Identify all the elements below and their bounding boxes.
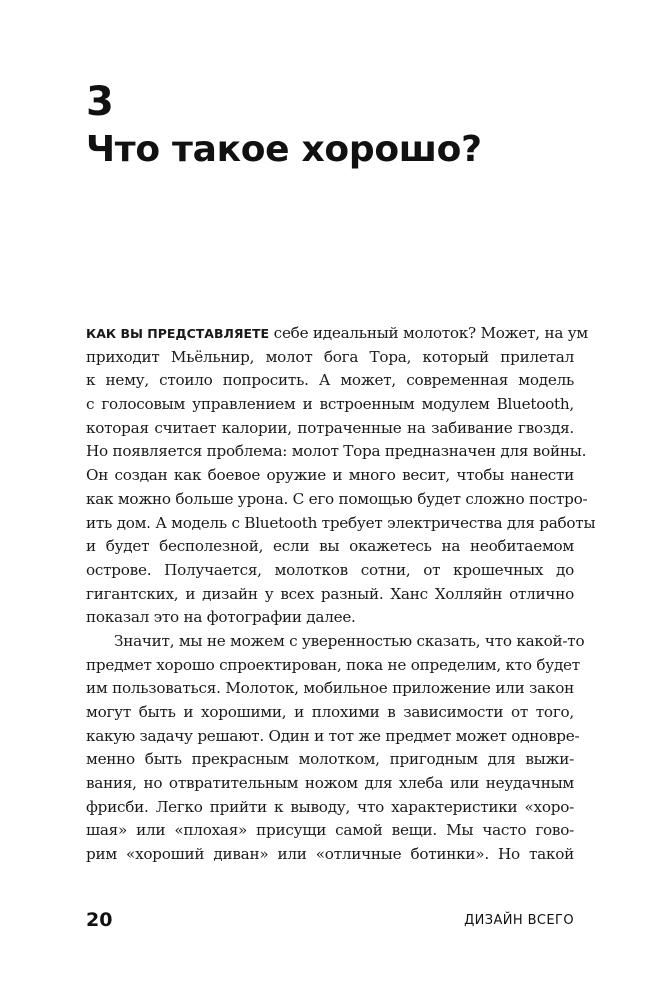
text-line: фрисби. Легко прийти к выводу, что характеристики «хоро-: [86, 797, 574, 816]
text-line: какую задачу решают. Один и тот же предмет может одновре-: [86, 726, 580, 745]
text-line: могут быть и хорошими, и плохими в зависимости от того,: [86, 703, 574, 721]
text-line: ить дом. А модель с Bluetooth требует электричества для работы: [86, 513, 596, 532]
chapter-number: 3: [86, 79, 114, 125]
text-line: вания, но отвратительным ножом для хлеба или неудачным: [86, 774, 574, 793]
text-line: приходит Мьёльнир, молот бога Тора, который прилетал: [86, 347, 574, 366]
text-line: показал это на фотографии далее.: [86, 608, 356, 627]
chapter-title: Что такое хорошо?: [86, 129, 482, 170]
text-line: шая» или «плохая» присущи самой вещи. Мы часто гово-: [86, 821, 574, 840]
text-line: острове. Получается, молотков сотни, от крошечных до: [86, 560, 574, 579]
text-line: с голосовым управлением и встроенным модулем Bluetooth,: [86, 395, 574, 414]
text-line: гигантских, и дизайн у всех разный. Ханс Холляйн отлично: [86, 584, 574, 603]
text-line: рим «хороший диван» или «отличные ботинки». Но такой: [86, 845, 574, 864]
text-line: которая считает калории, потраченные на забивание гвоздя.: [86, 418, 574, 437]
text-line: предмет хорошо спроектирован, пока не определим, кто будет: [86, 655, 580, 674]
text-line: к нему, стоило попросить. А может, современная модель: [86, 371, 574, 390]
page-number: 20: [86, 909, 113, 931]
text-line: КАК ВЫ ПРЕДСТАВЛЯЕТЕ себе идеальный молоток? Может, на ум: [86, 324, 588, 342]
body-text: [86, 322, 596, 867]
text-line: как можно больше урона. С его помощью будет сложно постро-: [86, 489, 588, 508]
text-line: Значит, мы не можем с уверенностью сказать, что какой-то: [114, 631, 585, 650]
text-line: и будет бесполезной, если вы окажетесь на необитаемом: [86, 537, 574, 556]
text-line: менно быть прекрасным молотком, пригодным для выжи-: [86, 750, 574, 769]
running-title: ДИЗАЙН ВСЕГО: [464, 913, 574, 928]
lead-in-caps: КАК ВЫ ПРЕДСТАВЛЯЕТЕ: [86, 326, 270, 341]
text-line: им пользоваться. Молоток, мобильное приложение или закон: [86, 679, 574, 698]
text-line: Но появляется проблема: молот Тора предназначен для войны.: [86, 442, 587, 461]
text-line: Он создан как боевое оружие и много весит, чтобы нанести: [86, 466, 574, 485]
